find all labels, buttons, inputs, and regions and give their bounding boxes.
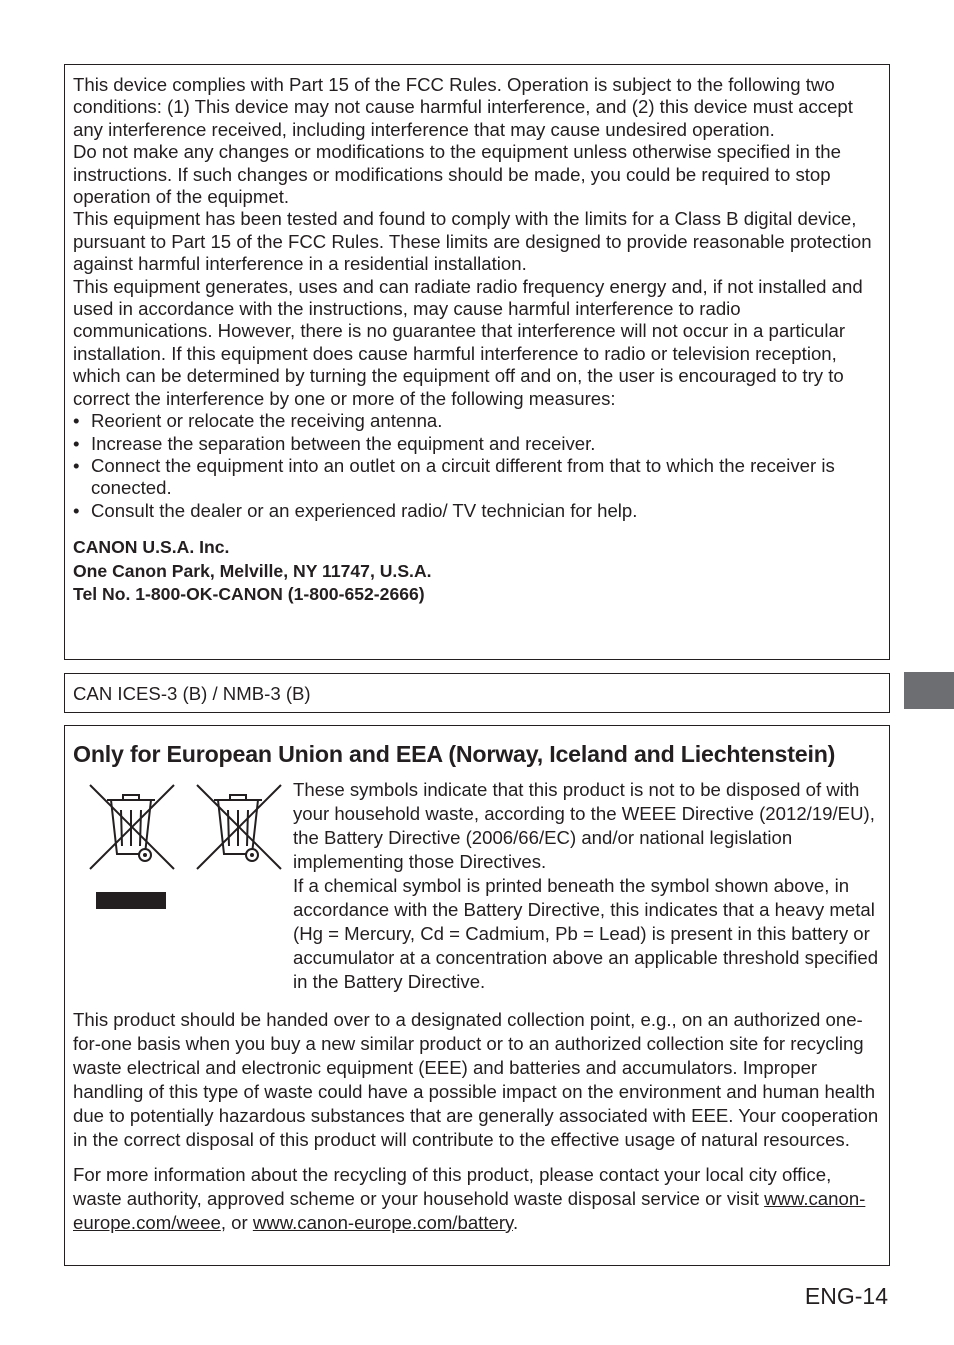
fcc-measures-list [73,410,881,522]
bullet-glyph: • [73,410,80,432]
company-contact [73,536,881,607]
eu-symbols-text-2: If a chemical symbol is printed beneath the symbol shown above, in accordance with the Battery Directive, this indicates that a heavy metal (Hg = Mercury, Cd = Cadmium, Pb = Lead) is present in this battery or accumulator at a concentration above an applicable threshold specified in the Battery Directive. [293,875,879,992]
list-item [73,433,881,455]
list-item-text: Consult the dealer or an experienced radio/ TV technician for help. [91,499,638,521]
battery-link[interactable]: www.canon-europe.com/battery [252,1212,513,1233]
eu-symbols-text-1: These symbols indicate that this product is not to be disposed of with your household waste, according to the WEEE Directive (2012/19/EU), the Battery Directive (2006/66/EC) and/or national legislation implementing those Directives. [293,779,875,872]
list-item-text: Reorient or relocate the receiving antenna. [91,410,443,432]
fcc-paragraph-2: Do not make any changes or modifications to the equipment unless otherwise specified in the instructions. If such changes or modifications should be made, you could be required to stop operation of the equipmet. [73,141,841,208]
company-name: CANON U.S.A. Inc. [73,537,230,558]
company-address: One Canon Park, Melville, NY 11747, U.S.A. [73,560,432,581]
bullet-glyph: • [73,499,80,521]
eu-symbols-explanation [293,778,881,994]
page-number: ENG-14 [804,1283,888,1309]
bullet-glyph: • [73,432,80,454]
weee-bin-icon [87,782,177,872]
ices-box [64,673,890,713]
eu-title: Only for European Union and EEA (Norway, Iceland and Liechtenstein) [73,741,836,767]
eu-collection-paragraph: This product should be handed over to a designated collection point, e.g., on an authorized one-for-one basis when you buy a new similar product or to an authorized collection site for recycling waste electrical and electronic equipment (EEE) and batteries and accumulators. Improper handling of this type of waste could have a possible impact on the environment and human health due to potentially hazardous substances that are generally associated with EEE. Your cooperation in the correct disposal of this product will contribute to the effective usage of natural resources. [73,1009,879,1150]
fcc-paragraph-1: This device complies with Part 15 of the FCC Rules. Operation is subject to the following two conditions: (1) This device may not cause harmful interference, and (2) this device must accept any interference received, including interference that may cause undesired operation. [73,74,853,140]
eu-more-info-suffix: . [512,1212,519,1233]
list-item [73,500,881,522]
bullet-glyph: • [73,454,80,476]
section-tab-marker [904,672,954,709]
eu-more-info-paragraph [73,1163,881,1235]
list-item-text: Increase the separation between the equipment and receiver. [91,432,596,454]
eu-more-info-mid: , or [220,1212,253,1233]
list-item-text: Connect the equipment into an outlet on a circuit different from that to which the receiver is conected. [91,454,835,499]
battery-bin-icon [194,782,284,872]
separate-collection-bar [96,892,166,909]
fcc-paragraph-3: This equipment has been tested and found to comply with the limits for a Class B digital device, pursuant to Part 15 of the FCC Rules. These limits are designed to provide reasonable protection against harmful interference in a residential installation. [73,208,872,275]
company-tel: Tel No. 1-800-OK-CANON (1-800-652-2666) [73,584,425,605]
ices-text: CAN ICES-3 (B) / NMB-3 (B) [73,683,311,704]
eu-notice-box [64,725,890,1266]
fcc-notice-box [64,64,890,660]
eu-symbols-row [73,779,881,994]
eu-more-info-prefix: For more information about the recycling of this product, please contact your local city office, waste authority, approved scheme or your household waste disposal service or visit [73,1164,832,1209]
weee-symbols [73,782,293,982]
list-item [73,410,881,432]
weee-link[interactable]: www.canon-europe.com/weee [73,1188,866,1233]
list-item [73,455,881,500]
fcc-paragraph-4: This equipment generates, uses and can radiate radio frequency energy and, if not installed and used in accordance with the instructions, may cause harmful interference to radio communications. However, there is no guarantee that interference will not occur in a particular installation. If this equipment does cause harmful interference to radio or television reception, which can be determined by turning the equipment off and on, the user is encouraged to try to correct the interference by one or more of the following measures: [73,275,863,409]
